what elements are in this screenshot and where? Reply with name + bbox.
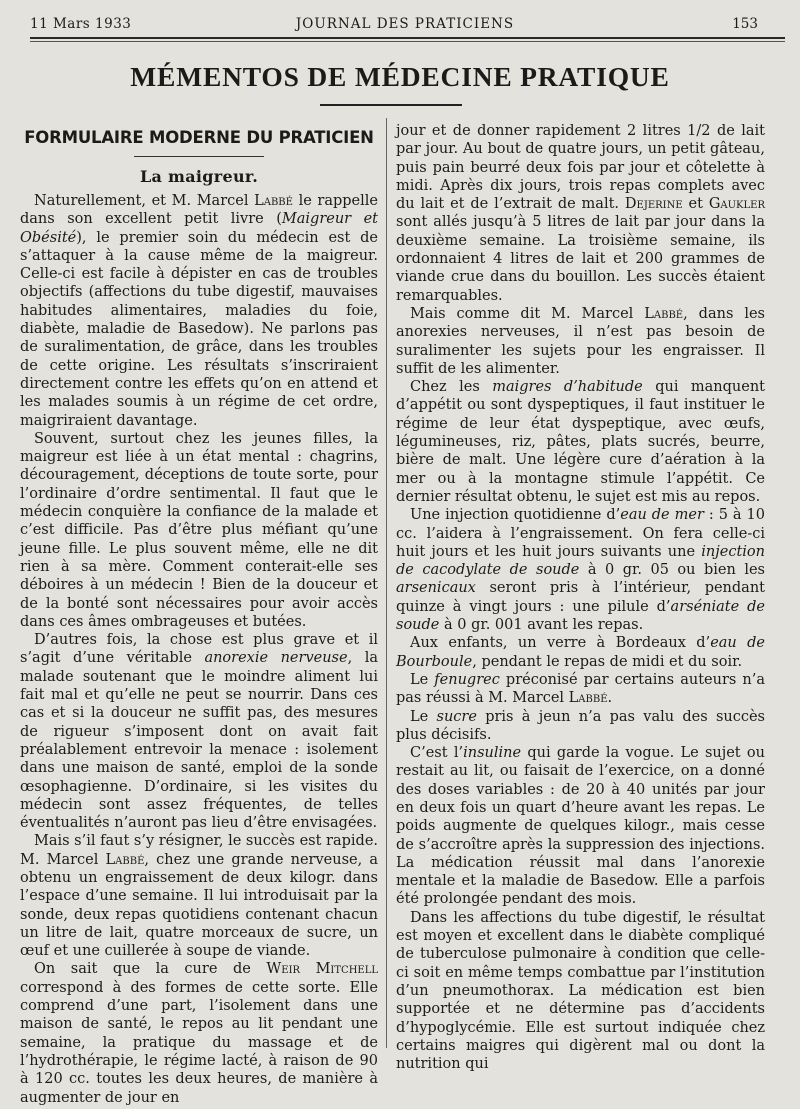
section-title-rule bbox=[320, 104, 462, 106]
paragraph: Aux enfants, un verre à Bordeaux d’eau de Bourboule, pendant le repas de midi et du soir. bbox=[396, 635, 765, 670]
paragraph: Le sucre pris à jeun n’a pas valu des succès plus décisifs. bbox=[396, 708, 765, 743]
topic-title: La maigreur. bbox=[139, 167, 259, 186]
paragraph: Souvent, surtout chez les jeunes filles, la maigreur est liée à un état mental : chagrins, découragement, déceptions de toute sorte, pour l’ordinaire d’ordre sentimental. Il faut que le médecin conquière la confiance de la malade et c’est difficile. Pas d’être plus méfiant qu’une jeune fille. Le plus souvent même, elle ne dit rien à sa mère. Comment conterait-elle ses déboires à un médecin ! Bien de la douceur et de la bonté sont nécessaires pour avoir accès dans ces âmes ombrageuses et butées. bbox=[20, 430, 378, 630]
paragraph: D’autres fois, la chose est plus grave et il s’agit d’une véritable anorexie nerveuse, la malade soutenant que le moindre aliment lui fait mal et qu’elle ne peut se nourrir. Dans ces cas et si la douceur ne suffit pas, des mesures de rigueur s’imposent dont on avait fait préalablement entrevoir la menace : isolement dans une maison de santé, emploi de la sonde œsophagienne. D’ordinaire, si les visites du médecin sont assez fréquentes, de telles éventualités n’auront pas lieu d’être envisagées. bbox=[20, 632, 378, 832]
paragraph: Une injection quotidienne d’eau de mer : 5 à 10 cc. l’aidera à l’engraissement. On fera celle-ci huit jours et les huit jours suivants une injection de cacodylate de soude à 0 gr. 05 ou bien les arsenicaux seront pris à l’intérieur, pendant quinze à vingt jours : une pilule d’arséniate de soude à 0 gr. 001 avant les repas. bbox=[396, 507, 765, 634]
header-rule-thin bbox=[30, 41, 785, 42]
subsection-title: FORMULAIRE MODERNE DU PRATICIEN bbox=[24, 128, 374, 147]
paragraph: Mais s’il faut s’y résigner, le succès est rapide. M. Marcel Labbé, chez une grande nerveuse, a obtenu un engraissement de deux kilogr. dans l’espace d’une semaine. Il lui introduisait par la sonde, deux repas quotidiens contenant chacun un litre de lait, quatre morceaux de sucre, un œuf et une cuillerée à soupe de viande. bbox=[20, 833, 379, 960]
right-column bbox=[396, 122, 765, 1073]
section-title: MÉMENTOS DE MÉDECINE PRATIQUE bbox=[130, 61, 670, 92]
paragraph: Chez les maigres d’habitude qui manquent d’appétit ou sont dyspeptiques, il faut instituer le régime de leur état dyspeptique, avec œufs, légumineuses, riz, pâtes, plats sucrés, beurre, bière de malt. Une légère cure d’aération à la mer ou à la montagne stimule l’appétit. Ce dernier résultat obtenu, le sujet est mis au repos. bbox=[396, 379, 765, 505]
paragraph: jour et de donner rapidement 2 litres 1/2 de lait par jour. Au bout de quatre jours, un petit gâteau, puis pain beurré deux fois par jour et côtelette à midi. Après dix jours, trois repas complets avec du lait et de l’extrait de malt. Dejerine et Gaukler sont allés jusqu’à 5 litres de lait par jour dans la deuxième semaine. La troisième semaine, ils ordonnaient 4 litres de lait et 200 grammes de viande crue dans du bouillon. Les succès étaient remarquables. bbox=[396, 123, 765, 304]
header-page-number: 153 bbox=[732, 16, 758, 32]
header-date: 11 Mars 1933 bbox=[30, 16, 132, 32]
paragraph: Dans les affections du tube digestif, le résultat est moyen et excellent dans le diabète compliqué de tuberculose pulmonaire à condition que celle-ci soit en même temps combattue par l’institution d’un pneumothorax. La médication est bien supportée et ne détermine pas d’accidents d’hypoglycémie. Elle est surtout indiquée chez certains maigres qui digèrent mal ou dont la nutrition qui bbox=[396, 909, 765, 1073]
paragraph: Naturellement, et M. Marcel Labbé le rappelle dans son excellent petit livre (Maigreur et Obésité), le premier soin du médecin est de s’attaquer à la cause même de la maigreur. Celle-ci est facile à dépister en cas de troubles objectifs (affections du tube digestif, mauvaises habitudes alimentaires, maladies du foie, diabète, maladie de Basedow). Ne parlons pas de suralimentation, de grâce, dans les troubles de cette origine. Les résultats s’inscriraient directement contre les effets qu’on en attend et les malades soumis à un régime de cet ordre, maigriraient davantage. bbox=[20, 193, 378, 429]
running-head bbox=[30, 14, 780, 38]
paragraph: Mais comme dit M. Marcel Labbé, dans les anorexies nerveuses, il n’est pas besoin de suralimenter les sujets pour les engraisser. Il suffit de les alimenter. bbox=[396, 305, 765, 377]
left-column bbox=[20, 118, 378, 1107]
subsection-rule bbox=[134, 156, 264, 157]
paragraph: On sait que la cure de Weir Mitchell correspond à des formes de cette sorte. Elle comprend d’une part, l’isolement dans une maison de santé, le repos au lit pendant une semaine, la pratique du massage et de l’hydrothérapie, le régime lacté, à raison de 90 à 120 cc. toutes les deux heures, de manière à augmenter de jour en bbox=[20, 961, 379, 1106]
column-divider bbox=[386, 118, 387, 1048]
paragraph: C’est l’insuline qui garde la vogue. Le sujet ou restait au lit, ou faisait de l’exercice, on a donné des doses variables : de 20 à 40 unités par jour en deux fois un quart d’heure avant les repas. Le poids augmente de quelques kilogr., mais cesse de s’accroître après la suppression des injections. La médication réussit mal dans l’anorexie mentale et la maladie de Basedow. Elle a parfois été prolongée pendant des mois. bbox=[396, 745, 765, 908]
header-rule bbox=[30, 37, 785, 39]
header-journal-title: JOURNAL DES PRATICIENS bbox=[295, 16, 515, 32]
paragraph: Le fenugrec préconisé par certains auteurs n’a pas réussi à M. Marcel Labbé. bbox=[396, 671, 765, 707]
